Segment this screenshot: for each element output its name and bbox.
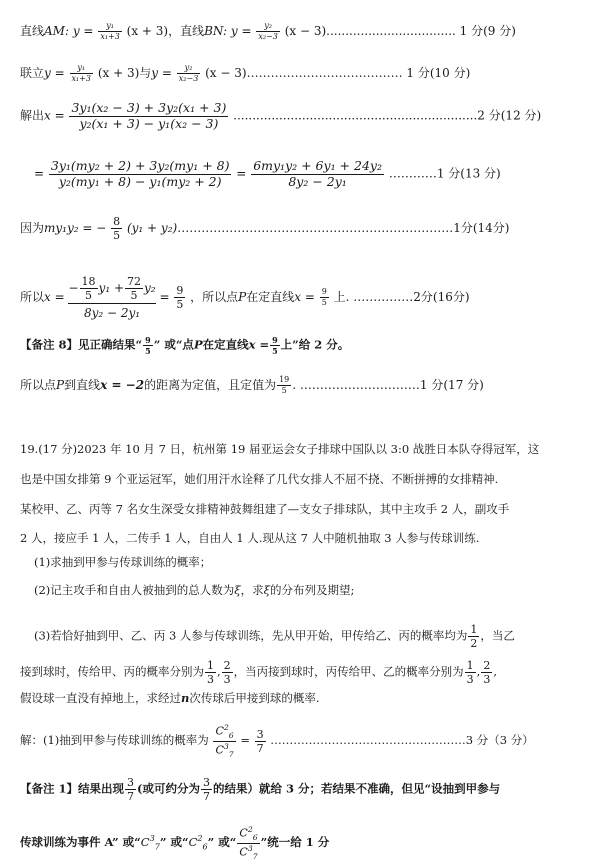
problem-line-4: 2 人，接应手 1 人，二传手 1 人，自由人 1 人.现从这 7 人中随机抽取 3 人参与传球训练.	[20, 531, 480, 545]
score: 1 分(13 分)	[436, 166, 501, 181]
text: ，所以点	[190, 290, 239, 304]
note-1-line-2: 传球训练为事件 A” 或“$C^3_7$” 或“$C^2_6$” 或“ $\frac{C^2_6}{C^3_7}$ ”统一给 1 分	[20, 825, 330, 860]
text: 上. ……………	[333, 290, 414, 304]
score: 1 分(9 分)	[459, 24, 516, 38]
text: 到直线	[64, 378, 101, 392]
text: 直线	[20, 24, 45, 38]
problem-line-1: 19.(17 分)2023 年 10 月 7 日，杭州第 19 届亚运会女子排球中国队以 3:0 战胜日本队夺得冠军，这	[20, 442, 540, 456]
solution-1: 解：(1)抽到甲参与传球训练的概率为 $\frac{C^2_6}{C^3_7}$ = $\frac{3}{7}$ ……………………………………………3 分（3 分）	[20, 723, 534, 759]
score: 3 分（3 分）	[465, 733, 534, 748]
text: =	[159, 290, 170, 304]
text: ................................................................	[233, 108, 478, 123]
note-1-line-1: 【备注 1】结果出现 $\frac{3}{7}$ (或可约分为 $\frac{3}{7}$ 的结果）就给 3 分；若结果不准确，但见“设抽到甲参与	[20, 776, 501, 803]
text: P	[56, 378, 65, 392]
question-2: (2)记主攻手和自由人被抽到的总人数为ξ，求ξ的分布列及期望;	[34, 583, 355, 597]
text: x =	[44, 290, 65, 304]
fraction: $\frac{C^2_6}{C^3_7}$	[215, 723, 234, 759]
fraction: $\frac{3}{7}$	[202, 776, 210, 803]
text: 因为	[20, 221, 45, 235]
text: y =	[44, 66, 65, 80]
fraction: $\frac{\text{y₂}}{\text{x₂−3}}$	[178, 63, 199, 83]
question-3-cont: 接到球时，传给甲、丙的概率分别为 $\frac{1}{3}$ , $\frac{2}{3}$ ，当丙接到球时，丙传给甲、乙的概率分别为 $\frac{1}{3}$ , $\frac{2}{3}$ ,	[20, 659, 497, 686]
fraction: $\frac{9}{5}$	[145, 335, 151, 356]
text: (y₁ + y₂)……………………………………………………………	[126, 221, 454, 235]
text: (x + 3)，直线	[126, 24, 205, 38]
text: 上”给 2 分。	[280, 337, 350, 352]
line-solve-x	[20, 102, 596, 130]
text: : y =	[64, 24, 94, 38]
line-therefore	[20, 276, 596, 319]
fraction: $\frac{1}{3}$	[207, 659, 214, 686]
fraction: $\frac{\text{3y₁(my₂ + 2) + 3y₂(my₁ + 8)}}{\text{y₂(my₁ + 8) − y₁(my₂ + 2)}}$	[50, 158, 230, 189]
fraction: $\frac{1}{3}$	[466, 659, 474, 686]
fraction: $\frac{\text{3y₁(x₂ − 3) + 3y₂(x₁ + 3)}}{\text{y₂(x₁ + 3) − y₁(x₂ − 3)}}$	[71, 100, 227, 131]
fraction: $\frac{9}{5}$	[321, 287, 327, 307]
text: y =	[151, 66, 172, 80]
fraction: $\frac{2}{3}$	[223, 659, 231, 686]
text: x =	[44, 108, 65, 123]
fraction: $\frac{1}{2}$	[470, 623, 478, 650]
line-because	[20, 216, 596, 241]
fraction: $\frac{\text{y₂}}{\text{x₂−3}}$	[258, 21, 278, 41]
text: 【备注 8】见正确结果“	[20, 337, 143, 352]
text: …………	[388, 166, 437, 181]
fraction: $\frac{3}{7}$	[256, 727, 264, 755]
fraction: $\frac{\text{y₁}}{\text{x₁+3}}$	[71, 63, 92, 83]
line-joint	[20, 64, 596, 83]
line-substitute	[34, 160, 596, 188]
text: P	[238, 290, 247, 304]
fraction: $\frac{2}{3}$	[483, 659, 491, 686]
fraction: $\frac{\text{6my₁y₂ + 6y₁ + 24y₂}}{\text{8y₂ − 2y₁}}$	[253, 158, 382, 189]
fraction: $\frac{C^2_6}{C^3_7}$	[239, 825, 258, 860]
text: 的距离为定值，且定值为	[144, 378, 277, 392]
text: my₁y₂ = −	[44, 221, 107, 235]
text: (x − 3)..................................	[284, 24, 456, 38]
fraction: $\frac{9}{5}$	[272, 335, 278, 356]
score: 1分(14分)	[453, 221, 510, 235]
score: 2 分(12 分)	[477, 108, 542, 123]
fraction: $\frac{8}{5}$	[113, 215, 121, 242]
line-distance	[20, 376, 596, 395]
text: 在定直线	[202, 337, 249, 352]
text: P	[193, 337, 203, 352]
text: (x − 3)…………………………………	[205, 66, 403, 80]
line-am-bn	[20, 22, 596, 41]
text: x = −2	[100, 378, 145, 392]
text: 所以	[20, 290, 45, 304]
score: 1 分(10 分)	[406, 66, 471, 80]
text: BN	[204, 24, 223, 38]
text: 解出	[20, 108, 45, 123]
text: x =	[248, 337, 270, 352]
text: =	[236, 166, 247, 181]
compound-fraction: − $\frac{18}{5}$ y₁ + $\frac{72}{5}$ y₂ 8y₂ − 2y₁	[68, 275, 156, 320]
text: 联立	[20, 66, 45, 80]
text: x =	[294, 290, 315, 304]
text: ” 或“点	[153, 337, 194, 352]
text: 所以点	[20, 378, 57, 392]
fraction: $\frac{3}{7}$	[127, 776, 135, 803]
text: 在定直线	[246, 290, 295, 304]
problem-line-3: 某校甲、乙、丙等 7 名女生深受女排精神鼓舞组建了—支女子排球队，其中主攻手 2 人，副攻手	[20, 502, 510, 516]
problem-line-2: 也是中国女排第 9 个亚运冠军，她们用汗水诠释了几代女排人不屈不挠、不断拼搏的女排精神.	[20, 472, 499, 486]
fraction: $\frac{9}{5}$	[176, 284, 184, 311]
question-3: (3)若恰好抽到甲、乙、丙 3 人参与传球训练，先从甲开始，甲传给乙、丙的概率均为 $\frac{1}{2}$ ，当乙	[34, 623, 515, 650]
question-1: (1)求抽到甲参与传球训练的概率；	[34, 555, 212, 569]
note-8	[20, 336, 596, 355]
score: 1 分(17 分)	[419, 378, 484, 392]
text: . …………………………	[292, 378, 420, 392]
fraction: $\frac{19}{5}$	[279, 375, 290, 395]
text: (x + 3)与	[97, 66, 152, 80]
text: =	[34, 166, 45, 181]
text: : y =	[223, 24, 252, 38]
fraction: $\frac{\text{y₁}}{\text{x₁+3}}$	[100, 21, 120, 41]
question-3-end: 假设球一直没有掉地上，求经过n次传球后甲接到球的概率.	[20, 691, 320, 705]
text: AM	[44, 24, 65, 38]
score: 2分(16分)	[413, 290, 470, 304]
